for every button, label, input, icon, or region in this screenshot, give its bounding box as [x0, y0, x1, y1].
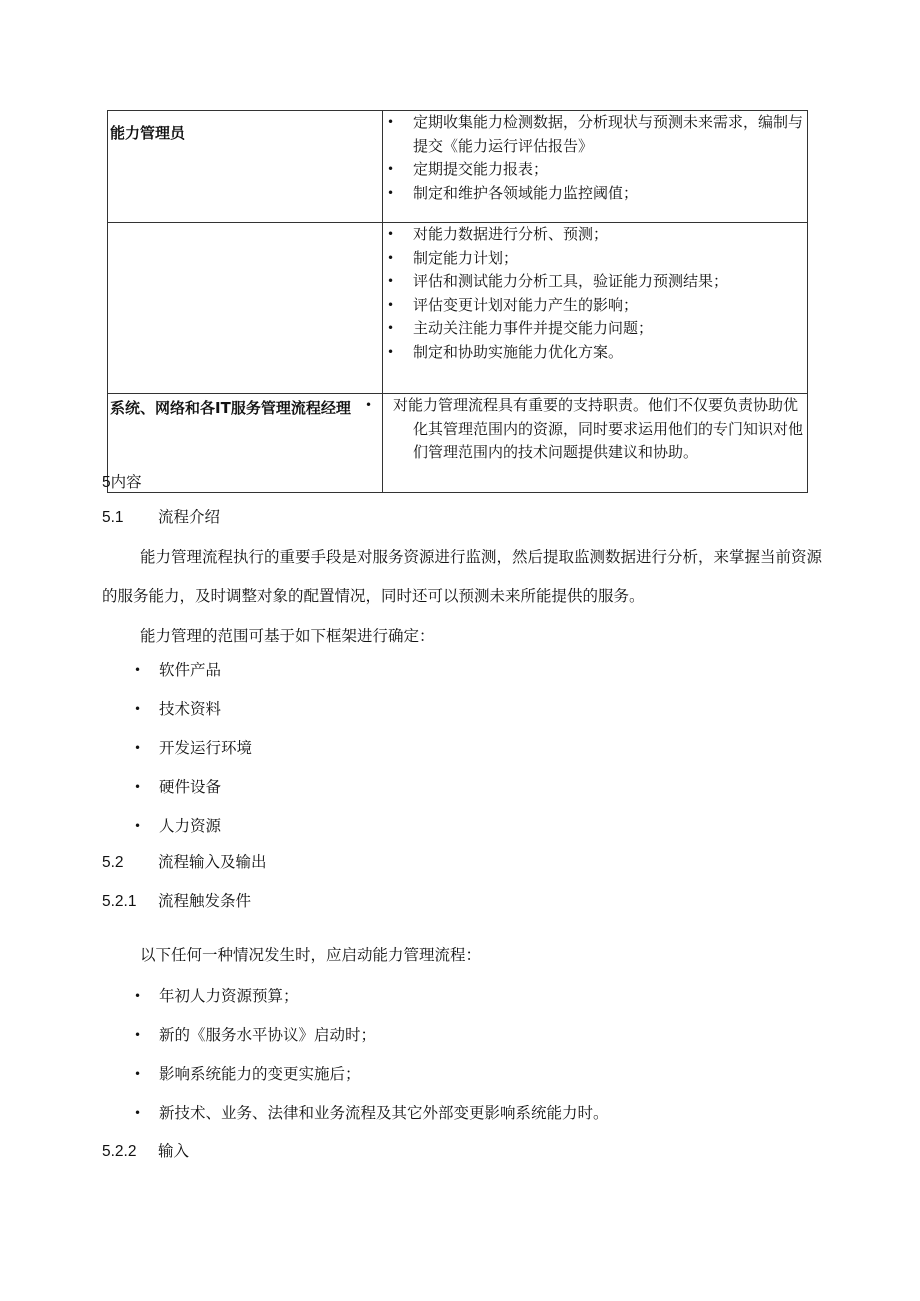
- list-item-text: 影响系统能力的变更实施后；: [159, 1065, 361, 1083]
- roles-table: [107, 110, 808, 493]
- table-row: [108, 394, 808, 493]
- duties-cell: [383, 223, 808, 394]
- list-item-text: 技术资料: [159, 700, 222, 718]
- section-number: 5.1: [102, 509, 124, 526]
- duty-item: • 对能力管理流程具有重要的支持职责。他们不仅要负责协助优化其管理范围内的资源，同时要求运用他们的专门知识对他们管理范围内的技术问题提供建议和协助。: [385, 394, 803, 465]
- section-heading-5-2-2: [102, 1141, 189, 1163]
- section-heading-5-2: [102, 852, 267, 874]
- section-title: 输入: [158, 1143, 190, 1160]
- list-item-text: 人力资源: [159, 817, 222, 835]
- list-item-text: 年初人力资源预算；: [159, 987, 299, 1005]
- section-heading-5-1: [102, 507, 220, 529]
- table-row: [108, 223, 808, 394]
- duty-item: • 评估变更计划对能力产生的影响；: [385, 294, 803, 318]
- duty-item: • 主动关注能力事件并提交能力问题；: [385, 317, 803, 341]
- section-number: 5.2.2: [102, 1143, 137, 1160]
- duty-list: [385, 223, 803, 364]
- list-item-text: 新技术、业务、法律和业务流程及其它外部变更影响系统能力时。: [159, 1104, 609, 1122]
- section-title: 流程介绍: [158, 509, 221, 526]
- duty-list: [385, 394, 803, 465]
- list-item-text: 开发运行环境: [159, 739, 253, 757]
- role-cell: 能力管理员: [108, 111, 383, 223]
- list-item-text: 新的《服务水平协议》启动时；: [159, 1026, 377, 1044]
- duty-item: • 对能力数据进行分析、预测；: [385, 223, 803, 247]
- duty-item: • 制定和协助实施能力优化方案。: [385, 341, 803, 365]
- trigger-paragraph: 以下任何一种情况发生时，应启动能力管理流程：: [140, 946, 482, 964]
- list-item-text: 硬件设备: [159, 778, 222, 796]
- role-cell: 系统、网络和各IT服务管理流程经理: [108, 394, 383, 493]
- duty-item: • 评估和测试能力分析工具，验证能力预测结果；: [385, 270, 803, 294]
- section-number: 5.2.1: [102, 893, 137, 910]
- section-title: 流程触发条件: [158, 893, 252, 910]
- section-heading-5: 5内容: [102, 474, 142, 491]
- duty-item: • 制定能力计划；: [385, 247, 803, 271]
- section-title: 流程输入及输出: [158, 854, 267, 871]
- duty-item: • 制定和维护各领域能力监控阈值；: [385, 182, 803, 206]
- duty-item: • 定期收集能力检测数据，分析现状与预测未来需求，编制与提交《能力运行评估报告》: [385, 111, 803, 158]
- duties-cell: [383, 394, 808, 493]
- duty-list: [385, 111, 803, 205]
- intro-paragraph: 能力管理流程执行的重要手段是对服务资源进行监测，然后提取监测数据进行分析，来掌握当前资源的服务能力，及时调整对象的配置情况，同时还可以预测未来所能提供的服务。: [102, 548, 823, 605]
- scope-paragraph: 能力管理的范围可基于如下框架进行确定：: [140, 627, 435, 645]
- table-row: [108, 111, 808, 223]
- duties-cell: [383, 111, 808, 223]
- section-heading-5-2-1: [102, 891, 251, 913]
- section-number: 5.2: [102, 854, 124, 871]
- duty-item: • 定期提交能力报表；: [385, 158, 803, 182]
- role-cell: [108, 223, 383, 394]
- document-page: 能力管理员 • 定期收集能力检测数据，分析现状与预测未来需求，编制与提交《能力运行评估报告》 • 定期提交能力报表； • 制定和维护各领域能力监控阈值； • 对能力数据进行分析、预测； • 制定能力计划； • 评估和测试能力分析工具，验证能力预测结果； • 评估变更计划对能力产生的影响； • 主动关注能力事件并提交能力问题； • 制定和协助实施能力优化方案。 系统、网络和各IT服务管理流程经理 • 对能力管理流程具有重要的支持职责。他们不仅要负责协助优化其管理范围内的资源，同时要求运用他们的专门知识对他们管理范围内的技术问题提供建议和协助。 5内容 5.1 流程介绍 能力管理流程执行的重要手段是对服务资源进行监测，然后提取监测数据进行分析，来掌握当前资源的服务能力，及时调整对象的配置情况，同时还可以预测未来所能提供的服务。 能力管理的范围可基于如下框架进行确定： • 软件产品 • 技术资料 • 开发运行环境 • 硬件设备 • 人力资源 5.2 流程输入及输出 5.2.1 流程触发条件 以下任何一种情况发生时，应启动能力管理流程： • 年初人力资源预算； • 新的《服务水平协议》启动时； • 影响系统能力的变更实施后； • 新技术、业务、法律和业务流程及其它外部变更影响系统能力时。 5.2.2 输入: [0, 0, 920, 1301]
- list-item-text: 软件产品: [159, 661, 222, 679]
